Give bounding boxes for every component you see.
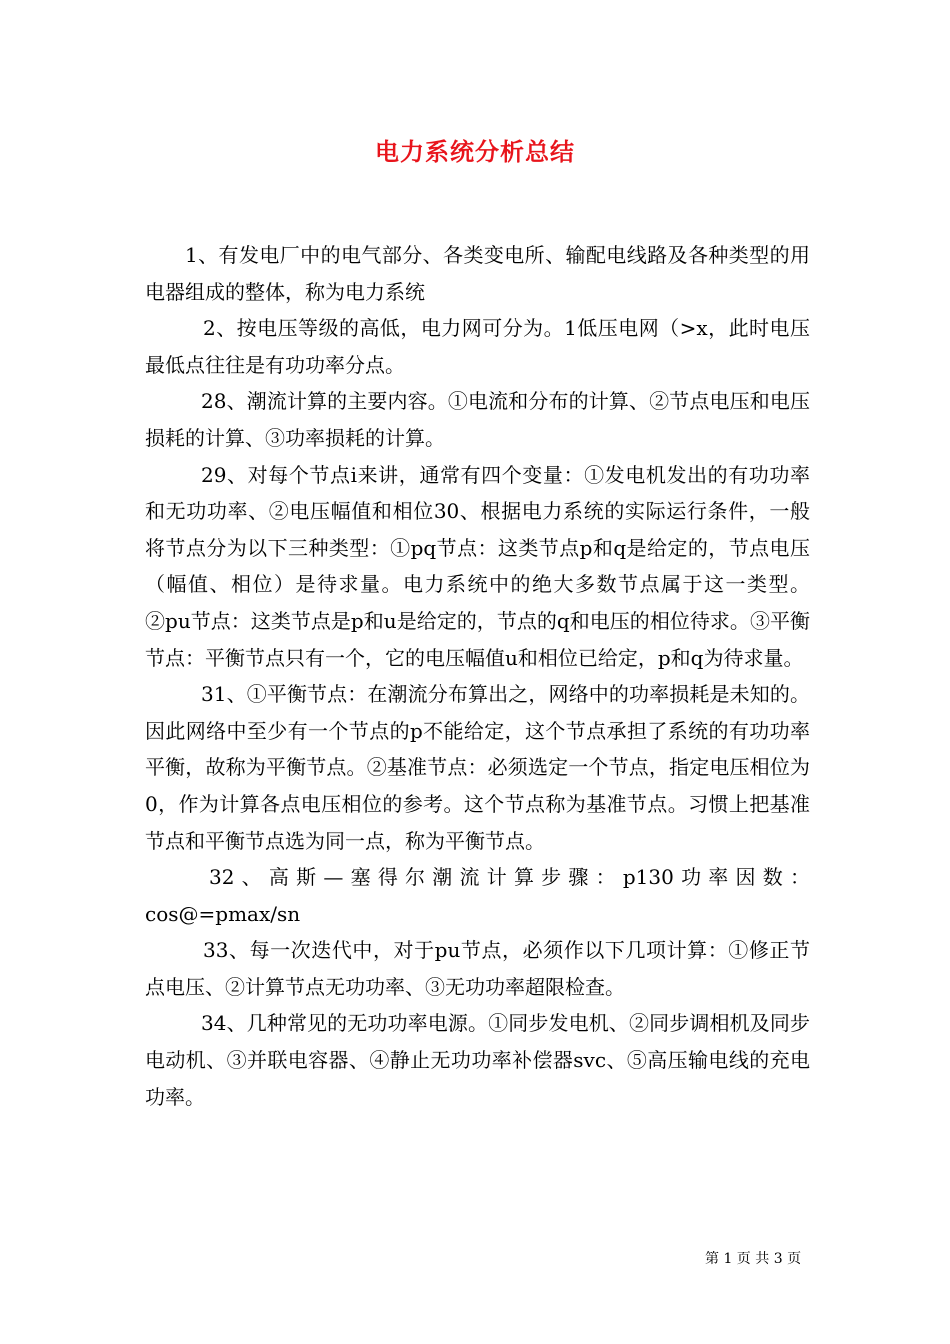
paragraph-2: 2、按电压等级的高低，电力网可分为。1低压电网（>x，此时电压最低点往往是有功功率分点。 [145,316,810,377]
paragraph-28: 28、潮流计算的主要内容。①电流和分布的计算、②节点电压和电压损耗的计算、③功率损耗的计算。 [145,389,810,450]
page-number: 第 1 页 共 3 页 [705,1251,802,1267]
paragraph-33: 33、每一次迭代中，对于pu节点，必须作以下几项计算：①修正节点电压、②计算节点无功功率、③无功功率超限检查。 [145,938,810,999]
paragraph-29: 29、对每个节点i来讲，通常有四个变量：①发电机发出的有功功率和无功功率、②电压幅值和相位30、根据电力系统的实际运行条件，一般将节点分为以下三种类型：①pq节点：这类节点p和q是给定的，节点电压（幅值、相位）是待求量。电力系统中的绝大多数节点属于这一类型。②pu节点：这类节点是p和u是给定的，节点的q和电压的相位待求。③平衡节点：平衡节点只有一个，它的电压幅值u和相位已给定，p和q为待求量。 [145,462,810,670]
paragraph-1: 1、有发电厂中的电气部分、各类变电所、输配电线路及各种类型的用电器组成的整体，称为电力系统 [145,243,810,304]
document-title: 电力系统分析总结 [375,137,575,166]
paragraph-32: 32、高斯—塞得尔潮流计算步骤：p130功率因数：cos@=pmax/sn [145,865,810,926]
paragraph-31: 31、①平衡节点：在潮流分布算出之，网络中的功率损耗是未知的。因此网络中至少有一个节点的p不能给定，这个节点承担了系统的有功功率平衡，故称为平衡节点。②基准节点：必须选定一个节点，指定电压相位为0，作为计算各点电压相位的参考。这个节点称为基准节点。习惯上把基准节点和平衡节点选为同一点，称为平衡节点。 [145,682,810,853]
paragraph-34: 34、几种常见的无功功率电源。①同步发电机、②同步调相机及同步电动机、③并联电容器、④静止无功功率补偿器svc、⑤高压输电线的充电功率。 [145,1011,810,1109]
document-body [145,237,810,1115]
